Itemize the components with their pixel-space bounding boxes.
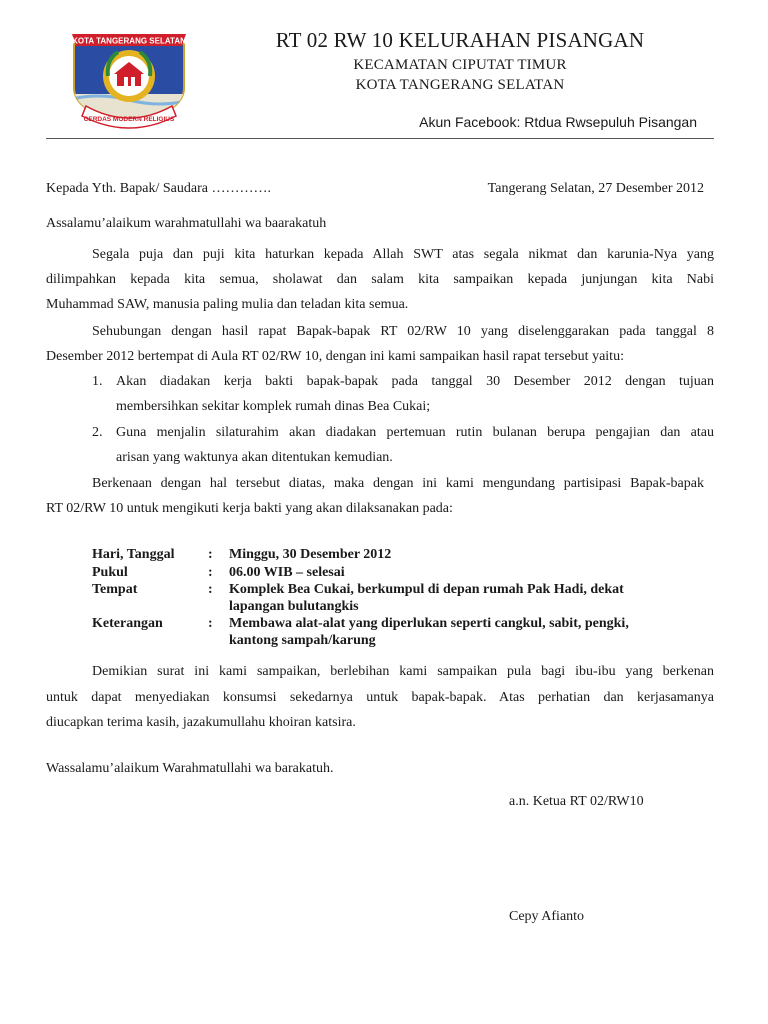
detail-value: 06.00 WIB – selesai xyxy=(229,565,345,580)
logo-banner-top-text: KOTA TANGERANG SELATAN xyxy=(72,36,186,46)
signatory-name: Cepy Afianto xyxy=(509,909,585,924)
recipient-line: Kepada Yth. Bapak/ Saudara …………. xyxy=(46,181,271,196)
list-number: 1. xyxy=(92,374,103,389)
list-item-line: Guna menjalin silaturahim akan diadakan pertemuan rutin bulanan berupa pengajian dan atau xyxy=(116,425,714,440)
paragraph-2-line: Desember 2012 bertempat di Aula RT 02/RW 10, dengan ini kami sampaikan hasil rapat tersebut yaitu: xyxy=(46,349,624,364)
detail-value: lapangan bulutangkis xyxy=(229,599,359,614)
list-item-line: arisan yang waktunya akan ditentukan kemudian. xyxy=(116,450,393,465)
list-item-line: membersihkan sekitar komplek rumah dinas Bea Cukai; xyxy=(116,399,431,414)
signatory-role: a.n. Ketua RT 02/RW10 xyxy=(509,794,644,809)
detail-value: kantong sampah/karung xyxy=(229,633,376,648)
paragraph-3-line: Berkenaan dengan hal tersebut diatas, maka dengan ini kami mengundang partisipasi Bapak-bapak xyxy=(92,476,704,491)
list-item-line: Akan diadakan kerja bakti bapak-bapak pada tanggal 30 Desember 2012 dengan tujuan xyxy=(116,374,714,389)
detail-colon: : xyxy=(208,547,213,562)
city-emblem-logo xyxy=(68,30,190,130)
greeting: Assalamu’alaikum warahmatullahi wa baarakatuh xyxy=(46,216,327,231)
closing-salutation: Wassalamu’alaikum Warahmatullahi wa barakatuh. xyxy=(46,761,334,776)
paragraph-4-line: untuk dapat menyediakan konsumsi sekedarnya untuk bapak-bapak. Atas perhatian dan kerjasamanya xyxy=(46,690,714,705)
detail-colon: : xyxy=(208,616,213,631)
letterhead-divider xyxy=(46,138,714,139)
detail-value: Minggu, 30 Desember 2012 xyxy=(229,547,392,562)
letterhead-title: RT 02 RW 10 KELURAHAN PISANGAN xyxy=(275,28,645,52)
paragraph-1-line: Segala puja dan puji kita haturkan kepada Allah SWT atas segala nikmat dan karunia-Nya yang xyxy=(92,247,714,262)
letterhead-district: KECAMATAN CIPUTAT TIMUR xyxy=(353,57,567,73)
paragraph-4-line: diucapkan terima kasih, jazakumullahu khoiran katsira. xyxy=(46,715,356,730)
detail-value: Membawa alat-alat yang diperlukan seperti cangkul, sabit, pengki, xyxy=(229,616,629,631)
paragraph-3-line: RT 02/RW 10 untuk mengikuti kerja bakti yang akan dilaksanakan pada: xyxy=(46,501,453,516)
paragraph-1-line: Muhammad SAW, manusia paling mulia dan teladan kita semua. xyxy=(46,297,409,312)
detail-label: Hari, Tanggal xyxy=(92,547,175,562)
paragraph-4-line: Demikian surat ini kami sampaikan, berlebihan kami sampaikan pula bagi ibu-ibu yang berkenan xyxy=(92,664,714,679)
detail-colon: : xyxy=(208,582,213,597)
detail-label: Tempat xyxy=(92,582,138,597)
detail-label: Pukul xyxy=(92,565,128,580)
list-number: 2. xyxy=(92,425,103,440)
letterhead-city: KOTA TANGERANG SELATAN xyxy=(355,77,565,93)
place-date: Tangerang Selatan, 27 Desember 2012 xyxy=(487,181,704,196)
detail-colon: : xyxy=(208,565,213,580)
logo-banner-bottom-text: CERDAS MODERN RELIGIUS xyxy=(83,116,175,123)
paragraph-2-line: Sehubungan dengan hasil rapat Bapak-bapak RT 02/RW 10 yang diselenggarakan pada tanggal 8 xyxy=(92,324,714,339)
paragraph-1-line: dilimpahkan kepada kita semua, sholawat dan salam kita sampaikan kepada junjungan kita Nabi xyxy=(46,272,714,287)
detail-value: Komplek Bea Cukai, berkumpul di depan rumah Pak Hadi, dekat xyxy=(229,582,624,597)
detail-label: Keterangan xyxy=(92,616,163,631)
facebook-account: Akun Facebook: Rtdua Rwsepuluh Pisangan xyxy=(419,114,697,130)
